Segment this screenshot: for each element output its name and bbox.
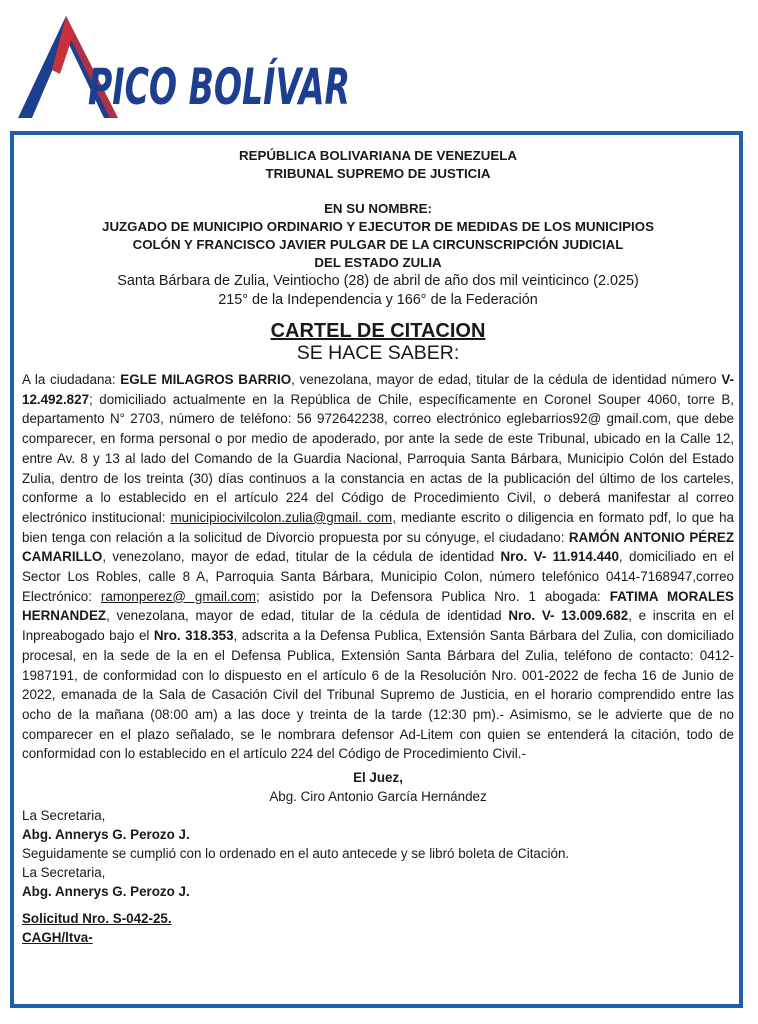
secretary-name: Abg. Annerys G. Perozo J.: [22, 884, 190, 900]
citee-name: EGLE MILAGROS BARRIO: [120, 372, 292, 387]
applicant-email-link[interactable]: ramonperez@ gmail.com: [100, 588, 256, 604]
body-text: , venezolana, mayor de edad, titular de la cédula de identidad número: [291, 372, 722, 387]
header-court-line3: DEL ESTADO ZULIA: [314, 255, 442, 270]
defender-id: Nro. V- 13.009.682: [508, 608, 629, 624]
header-court-line1: JUZGADO DE MUNICIPIO ORDINARIO Y EJECUTOR DE MEDIDAS DE LOS MUNICIPIOS: [102, 219, 654, 234]
citation-body: [22, 370, 734, 764]
inpreabogado-number: Nro. 318.353: [153, 628, 234, 644]
body-text: , e inscrita en el Inpreabogado bajo el: [22, 608, 734, 644]
secretary-name: Abg. Annerys G. Perozo J.: [22, 827, 190, 843]
footer-section: [22, 806, 734, 947]
body-text: , venezolano, mayor de edad, titular de la cédula de identidad: [102, 549, 501, 565]
citation-document: [22, 147, 734, 947]
judge-title: El Juez,: [353, 770, 403, 786]
header-republic: REPÚBLICA BOLIVARIANA DE VENEZUELA: [238, 148, 517, 163]
pico-bolivar-logo: [8, 10, 484, 122]
compliance-note: Seguidamente se cumplió con lo ordenado en el auto antecede y se libró boleta de Citación.: [22, 846, 570, 862]
secretary-title: La Secretaria,: [22, 865, 106, 881]
document-subtitle: SE HACE SABER:: [296, 342, 460, 364]
body-text: mediante escrito o diligencia en formato pdf, lo que ha bien tenga con relación a la solicitud de Divorcio propuesta por su cónyuge, el ciudadano:: [22, 509, 735, 545]
secretary-title: La Secretaria,: [22, 808, 106, 824]
body-text: A la ciudadana:: [22, 372, 121, 387]
logo-wordmark: PICO BOLÍVAR: [88, 58, 484, 116]
header-federation: 215° de la Independencia y 166° de la Federación: [218, 292, 538, 308]
institutional-email-link[interactable]: municipiocivilcolon.zulia@gmail. com,: [170, 509, 396, 525]
header-date: Santa Bárbara de Zulia, Veintiocho (28) de abril de año dos mil veinticinco (2.025): [117, 273, 639, 289]
header-court-line2: COLÓN Y FRANCISCO JAVIER PULGAR DE LA CIRCUNSCRIPCIÓN JUDICIAL: [132, 237, 624, 252]
header-en-su-nombre: EN SU NOMBRE:: [324, 201, 432, 216]
document-initials: CAGH/ltva-: [22, 930, 93, 946]
document-title: CARTEL DE CITACION: [270, 320, 486, 342]
citee-id: V-12.492.827: [22, 372, 734, 407]
body-text: , adscrita a la Defensa Publica, Extensión Santa Bárbara del Zulia, con domiciliado procesal, en la sede de la en el Defensa Publica, Extensión Santa Bárbara del Zulia, teléfono de contacto: 0412-1987191, de conformidad con lo dispuesto en el artículo 6 de la Resolución Nro. 001-2022 de fecha 16 de Junio de 2022, emanada de la Sala de Casación Civil del Tribunal Supremo de Justicia, en el horario comprendido entre las ocho de la mañana (08:00 am) a las doce y treinta de la tarde (12:30 pm).- Asimismo, se le advierte que de no comparecer en el plazo señalado, se le nombrara defensor Ad-Litem con quien se entenderá la citación, todo de conformidad con lo establecido en el artículo 224 del Código de Procedimiento Civil.-: [22, 628, 735, 762]
header-tribunal: TRIBUNAL SUPREMO DE JUSTICIA: [265, 166, 491, 181]
body-text: ; domiciliado actualmente en la República de Chile, específicamente en Coronel Souper 4060, torre B, departamento N° 2703, número de teléfono: 56 972642238, correo electrónico eglebarrios92@ gmail.com, que debe comparecer, en forma personal o por medio de apoderado, por ante la sede de este Tribunal, ubicado en la Calle 12, entre Av. 8 y 13 al lado del Comando de la Guardia Nacional, Parroquia Santa Bárbara, Municipio Colón del Estado Zulia, dentro de los treinta (30) días continuos a la constancia en actas de la publicación del último de los carteles, conforme a lo establecido en el artículo 224 del Código de Procedimiento Civil, o deberá manifestar al correo electrónico institucional:: [22, 391, 734, 525]
applicant-id: Nro. V- 11.914.440: [500, 549, 619, 565]
body-text: , venezolana, mayor de edad, titular de la cédula de identidad: [106, 608, 509, 624]
body-text: ; asistido por la Defensora Publica Nro. 1 abogada:: [255, 588, 610, 604]
defender-name: FATIMA MORALES HERNANDEZ: [22, 588, 734, 624]
judge-signature: [22, 768, 734, 806]
body-text: , domiciliado en el Sector Los Robles, calle 8 A, Parroquia Santa Bárbara, Municipio Colon, número telefónico 0414-7168947,correo Electrónico:: [22, 549, 734, 604]
applicant-name: RAMÓN ANTONIO PÉREZ CAMARILLO: [22, 529, 734, 565]
judge-name: Abg. Ciro Antonio García Hernández: [269, 789, 487, 805]
request-number: Solicitud Nro. S-042-25.: [22, 911, 172, 927]
